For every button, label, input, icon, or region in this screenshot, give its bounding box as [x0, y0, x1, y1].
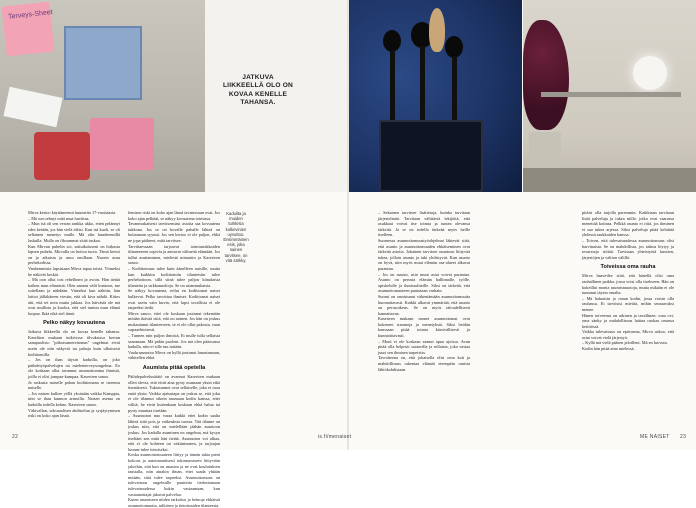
text-column-4	[378, 210, 470, 372]
utensil-handle	[390, 50, 395, 122]
wooden-spoon	[429, 8, 445, 52]
section-heading: Toiveissa oma rauha	[600, 264, 656, 271]
paragraph: Vanhemmista lapsistaan Mirva tapaa toista. Viimeksi he näkivät keskiä.	[28, 265, 120, 277]
shelf-lamp-photo	[523, 0, 696, 192]
paragraph: – Toivon, että tulevaisuudessa asunnottomuus olisi harvinaista. Se on mahdollista, jos tahtoa löytyy ja resursseja riittää. Tarvitaan yhteistyötä kuntien, järjestöjen ja valtion välillä.	[582, 237, 674, 260]
paragraph: – Jos on ihan täysin kaduilla, on joko päihdetyöpalvelujen tai mielenterveysongelma. Eo ole koskaan ollut tavannut asunnottomina ihmisiä, joilla ei olisi jompaa-kumpaa. Kaseriren sanoo.	[28, 357, 120, 380]
section-heading: Asumista pitää opetella	[142, 365, 206, 372]
paragraph: Tavoitteena on, että jokaisella olisi oma koti ja mahdollisuus rakentaa elämää eteenpäin omista lähtökohdistaan.	[378, 355, 470, 372]
source-url: is.fi/menaiset	[318, 434, 352, 440]
paragraph: Kaseriren mukaan monet asunnottomat ovat kokeneet traumoja ja menetyksiä. Siksi heidän kanssaan pitää toimia kärsivällisesti ja kunnioittavasti.	[378, 316, 470, 339]
paragraph: Tarvittaessaan tarjoavat toimiasiakkaiden tilanteeseen sopivia ja auttavat välineitä elämään. Jos tullut asuttaminen, mielestä minuutin ja Kaseriren sanoo.	[128, 243, 220, 266]
paragraph: Kodin hän pitää aina mielessä.	[582, 346, 635, 352]
text-column-6	[582, 210, 674, 352]
tissue-box	[64, 26, 142, 100]
plant-pot	[529, 132, 561, 172]
magazine-brand: ME NAISET	[640, 434, 670, 440]
white-package	[3, 87, 62, 128]
paragraph: Jatkuva liikkeellä olo on kovaa kenelle tahansa. Kaseliten mukaan tutkivissa tilvuksissa kertun sanapuolisto "piiloasumerettonun" ongelmat eivät usein ole niin näkyviä tai pahoja kuin ulkoisesti kodittomilla.	[28, 329, 120, 357]
text-column-2	[128, 210, 220, 508]
paragraph: Mirva sanoo, ettei ole koskaan joutunut tekemään mitään ikävää siitä, että on nainen. Jos hän on joskus mukautunut tilanteeseen, se ei ole ollut pakosta, vaan vapaaehtoisesti.	[128, 310, 220, 333]
paragraph: – Sekainen tarvitsee lisätietoja, kuinka tarvitaan järjestelmää. Tarvitaan välittäviä tekijöitä, että asukkaat voivat itse toimia ja tuntea olevansa tärkeitä. Ja se on todella tärkeää myös heille itselleen.	[378, 210, 470, 238]
paragraph: Kuten asumiseen niiden tarkoitus ja keinoja ehkäistä asunnottomuutta, tulkitsen ja tietoisuuden tilanteesta.	[128, 497, 220, 508]
paragraph: – Jos on asunto, niin muut asiat voivat parantua. Asunto on perusta elämän hallinnalle, työlle, opiskelulle ja ihmissuhteille. Siksi on tärkeää, että asunnottomuuteen puututaan varhain.	[378, 271, 470, 294]
paragraph: Mirva haaveilee siitä, että hänellä olisi oma rauhallinen paikka, jossa voisi olla itsekseen. Hän on kokeillut monia asumismuotoja, mutta mikään ei ole tuntunut täysin omalta.	[582, 273, 674, 296]
paragraph: Suomi on onnistunut vähentämään asunnottomuutta huomattavasti. Kaikki alkavat ymmärtää, että asunto on perusoikeus. Se on myös taloudellisesti kannattavaa.	[378, 293, 470, 316]
paragraph: – Asunnoton nuo varaa kaikki ettei kodin saalta lähteä siitä pois ja vaikeuksia tuossa. Tää tilanne on joskus niin, että on mielellään jäähän asuntoon joskus. Jos kadulla asuminen on ongelma, mä kysyn itseltäni sen mitä hän tietää. Asunnoton voi alkaa, että ei ole kohteen tai vakiintuneen, ja tarjoajan luonne tulee tietoiseksi.	[128, 413, 220, 452]
page-number-right: 23	[680, 434, 687, 440]
paragraph: – Jos naisen kulkee yöllä yksinään vaikka Kamppia, niin se ihan kunnon armoilla. Naisen asema on kaduilla todella kehno. Kaseriren sanoo.	[28, 390, 120, 407]
paragraph: – Tunnen niin paljon ihmisiä, Et mulle tulla sellaista sanomaan. Mä pidän puoleni. Jos mä olen pääosassa kadulla, niin ei sille tuu mitään.	[128, 333, 220, 350]
paragraph: Vuokraasuntoa Mirva on hyllä joutunut lunastamaan, vähitellen ehkä.	[128, 349, 220, 361]
paragraph: Väkivallan, seksuaalisen ahdistelun ja syrjäytymisen riski on koko ajan läsnä.	[28, 407, 120, 419]
hygiene-products-photo	[0, 0, 205, 192]
shelf	[541, 92, 681, 97]
utensil-handle	[452, 56, 457, 122]
utensil-handle	[420, 46, 425, 122]
paragraph: – Kodittomuus tulee kuin äänelleen naisille, mutta kun kaikkiin kodittomiin tilanteisiin tulee perhehoitoon, sillä siinä tulee paljon kiinalaisia tilanteita ja sirkkanuoltoja. Se on asianmukaista.	[128, 265, 220, 288]
paragraph: Ja raskasta naiselle pahan kodittomana se itseensa naiselle.	[28, 379, 120, 391]
paragraph: Koska asunnottomuuteen liittyy ja tämän takia pieni kokous ja autoimaattisesti tukiasumiseen liittyvään jakoihin, että kun on asuntoa ja ne ovat koulutuksen taustalla, niin ainakin ilman, ettei saada yhtään mitään, siitä tulee tarpeeksi. Asunnottomuus on tulevaisuus ongelmille puutteita tiedostamaan tulevaisuudessa kukin vastaamaan, kun vastaanottajat jakavat palvelua.	[128, 452, 220, 497]
paragraph: Se näkyy kovuutena, reilut en kodittomat naiset kulkevat. Pelko tavoittaa ihmiset. Kodittomat naiset ovat usein vain kuvin, että lapsi tavallista ei ole tarpeeksi tiedä.	[128, 288, 220, 311]
lamp	[633, 56, 667, 90]
section-heading: Pelko näkyy kovuutena	[43, 320, 105, 327]
red-package	[34, 132, 90, 180]
ladle-head	[383, 30, 401, 52]
text-column-1	[28, 210, 120, 419]
paragraph: Tavanmukaisesti tarvitsemiasi asioita saa kovuutena tukkona. Jos se on kovalle pahalle lähteä on hoitamaan syynsä. Jos sen kertoo ei ole paljon, ehkä ne jopa päihteet, mitä tarvitsee.	[128, 221, 220, 243]
pink-package	[90, 118, 154, 170]
paragraph: – Mä oon tehnyt mitä mua huvittaa.	[28, 215, 90, 221]
photo-caption: Kaduilta ja muiden turkkisia kulkevinien uyvuttoo. Ensimmäinen esis, joka nainen tarvitsee, on vitä särkky.	[223, 211, 249, 263]
paragraph: Suomessa asunnottomuustyöohjelmat lähtevät siitä, että asunto ja asunnottomuuden ehkäiseminen ovat tärkeitä asioita. Jokainen tarvitsee asuntoon liittyvää tukea, jolloin asunto ja tuki yhdistyvät. Kun asunto on hyvä, niin myös muut elämän osa-alueet alkavat parantua.	[378, 237, 470, 271]
paragraph: – Mä oon ollut tosi rehellinen ja avoin. Hän tietää kaiken mun elämästä. Olen aannut välit kuntoon, me soitellaan ja nähdään. Viimeksi kun nähtiin, hän laittoi jälkikäteen viestin, että oli kiva nähdä. Kiitos äiti, että tet noin mutta jakkaa. Jos häivästä ole mä ovat mullista ja kuoloa, että siel tuntuu mun elämä luopua. Ikää eikä siel tämä.	[28, 277, 120, 316]
shelf-base	[523, 168, 696, 192]
page-number-left: 22	[12, 434, 19, 440]
paragraph: Vaikka tulevaisuus on epävarma, Mirva uskoo, että asiat voivat vielä järjestyä.	[582, 329, 674, 340]
paragraph: – Mun isä oli sen verran rankka ukko, etten pelännyt edes ketään, jos hän vielä eläisi. Kun isä kuoli, se oli sellainen menetys mulle. Mä olin huudeennillä laskulla. Mulla on fiksummat sitää tuskaa.	[28, 221, 120, 243]
plant	[523, 20, 569, 130]
paragraph: Kun Mirvan puhelin soi, sattuikotuseni on hirkasta lapsen puhelu. Mirvalla on hoitoa tuota. Tämä kertoi on jo aikuisia ja asuu omillaan. Nuorin asuu perhekodissa.	[28, 243, 120, 266]
paragraph: Päihdepalvelusäätiö on avannut Kaseriren mukaan ollen olevia, että eivät aina pysty asumaan yksin eikä itsenäisesti. Tukiasunnot ovat sellaiselle, joka ei osaa enää yksin. Vaikka ajatustapa on joskus se, että joku ei ole tilannut oikein asumaan kodin kanssa, ettei välitä, he eivät kuitenkaan koskaan ehkä halua tai pysty muuttaa itsetään.	[128, 374, 220, 413]
paragraph: pitäisi olla tarjolla paremmin. Kaikkiaan tarvitaan lisää palveluja ja tukea niille, jotka ovat vaarassa menettää kotinsa. Pelkkä asunto ei riitä, jos ihminen ei saa tukea arjessa. Siksi palveluja pitää kehittää yhdessä asukkaiden kanssa.	[582, 210, 674, 238]
ladle-head	[445, 36, 463, 58]
paragraph: – Moni ei ole koskaan saanut apua ajoissa. Avun pitää olla helposti saatavilla ja sellaista, joka vastaa juuri sen ihmisen tarpeisiin.	[378, 338, 470, 355]
kitchen-utensils-photo	[349, 0, 522, 192]
paragraph: – Kyllä mä vielä pääsen jaloilleni. Mä en luovuta.	[582, 340, 668, 346]
paragraph: Mirva kertoo käyttäneensä huumeita 17-vuotiaasta.	[28, 210, 117, 215]
sticky-note-text: Terveys-Sheet	[7, 9, 54, 21]
paragraph: Hänen toiveensa on arkinen ja tavallinen: oma ovi, oma sänky ja mahdollisuus laittaa ruokaa omassa keittiössä.	[582, 312, 674, 329]
paragraph: – Mä haluaisin jo oman kodin, jossa voisin olla rauhassa. Ei tarvitsisi miettiä, mihin seuraavaksi menee.	[582, 295, 674, 312]
pull-quote: JATKUVA LIIKKEELLÄ OLO ON KOVAA KENELLE TAHANSA.	[222, 74, 294, 106]
utensil-holder	[379, 120, 483, 192]
paragraph: lemisen riski on koko ajan läsnä tavatessaan ovat. Jos koko ajan pelkäät, se näkyy kovuutena toimissa.	[128, 210, 221, 221]
